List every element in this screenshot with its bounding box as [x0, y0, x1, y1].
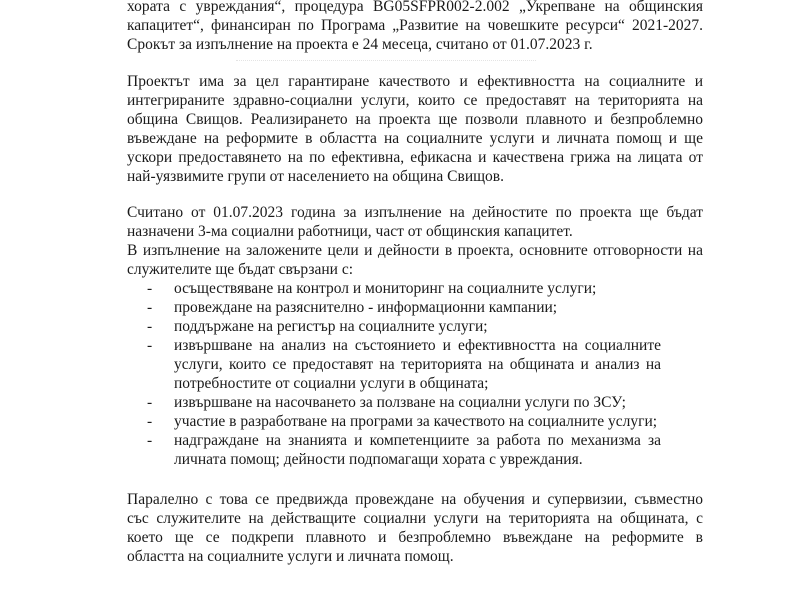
responsibility-item-cont: услуги, които се предоставят на територията на общината и анализ на	[174, 356, 661, 373]
list-bullet: -	[147, 299, 153, 316]
list-bullet: -	[147, 394, 153, 411]
list-bullet: -	[147, 280, 153, 297]
responsibility-item: провеждане на разяснително - информационни кампании;	[174, 299, 558, 316]
responsibility-item: извършване на анализ на състоянието и ефективността на социалните	[174, 337, 661, 354]
intro-line: Срокът за изпълнение на проекта е 24 месеца, считано от 01.07.2023 г.	[127, 36, 593, 53]
responsibility-item: извършване на насочването за ползване на социални услуги по ЗСУ;	[174, 394, 626, 411]
responsibility-item: участие в разработване на програми за качеството на социалните услуги;	[174, 413, 658, 430]
staff-line: В изпълнение на заложените цели и дейности в проекта, основните отговорности на	[127, 242, 703, 259]
staff-line: Считано от 01.07.2023 година за изпълнение на дейностите по проекта ще бъдат	[127, 204, 703, 221]
responsibility-item: осъществяване на контрол и мониторинг на социалните услуги;	[174, 280, 597, 297]
goal-line: въвеждане на реформите в областта на социалните услуги и личната помощ и ще	[127, 130, 703, 147]
training-line: областта на социалните услуги и личната помощ.	[127, 548, 454, 565]
list-bullet: -	[147, 318, 153, 335]
responsibility-item-cont: личната помощ; дейности подпомагащи хората с увреждания.	[174, 451, 583, 468]
scan-artifact	[236, 60, 536, 61]
goal-line: община Свищов. Реализирането на проекта ще позволи плавното и безпроблемно	[127, 111, 703, 128]
responsibility-item-cont: потребностите от социални услуги в общината;	[174, 375, 489, 392]
goal-line: интегрираните здравно-социални услуги, които се предоставят на територията на	[127, 92, 703, 109]
training-line: със служителите на действащите социални услуги на територията на общината, с	[127, 510, 703, 527]
intro-line: капацитет“, финансиран по Програма „Развитие на човешките ресурси“ 2021-2027.	[127, 17, 703, 34]
goal-line: ускори предоставянето на по ефективна, ефикасна и качествена грижа на лицата от	[127, 149, 703, 166]
training-line: което ще се подкрепи плавното и безпроблемно въвеждане на реформите в	[127, 529, 703, 546]
staff-line: служителите ще бъдат свързани с:	[127, 261, 354, 278]
goal-line: Проектът има за цел гарантиране качеството и ефективността на социалните и	[127, 73, 703, 90]
training-line: Паралелно с това се предвижда провеждане на обучения и супервизии, съвместно	[127, 491, 703, 508]
list-bullet: -	[147, 432, 153, 449]
list-bullet: -	[147, 413, 153, 430]
responsibility-item: поддържане на регистър на социалните услуги;	[174, 318, 488, 335]
responsibility-item: надграждане на знанията и компетенциите за работа по механизма за	[174, 432, 661, 449]
intro-line: хората с увреждания“, процедура BG05SFPR002-2.002 „Укрепване на общинския	[127, 0, 703, 15]
list-bullet: -	[147, 337, 153, 354]
staff-line: назначени 3-ма социални работници, част от общинския капацитет.	[127, 223, 573, 240]
goal-line: най-уязвимите групи от населението на община Свищов.	[127, 168, 505, 185]
